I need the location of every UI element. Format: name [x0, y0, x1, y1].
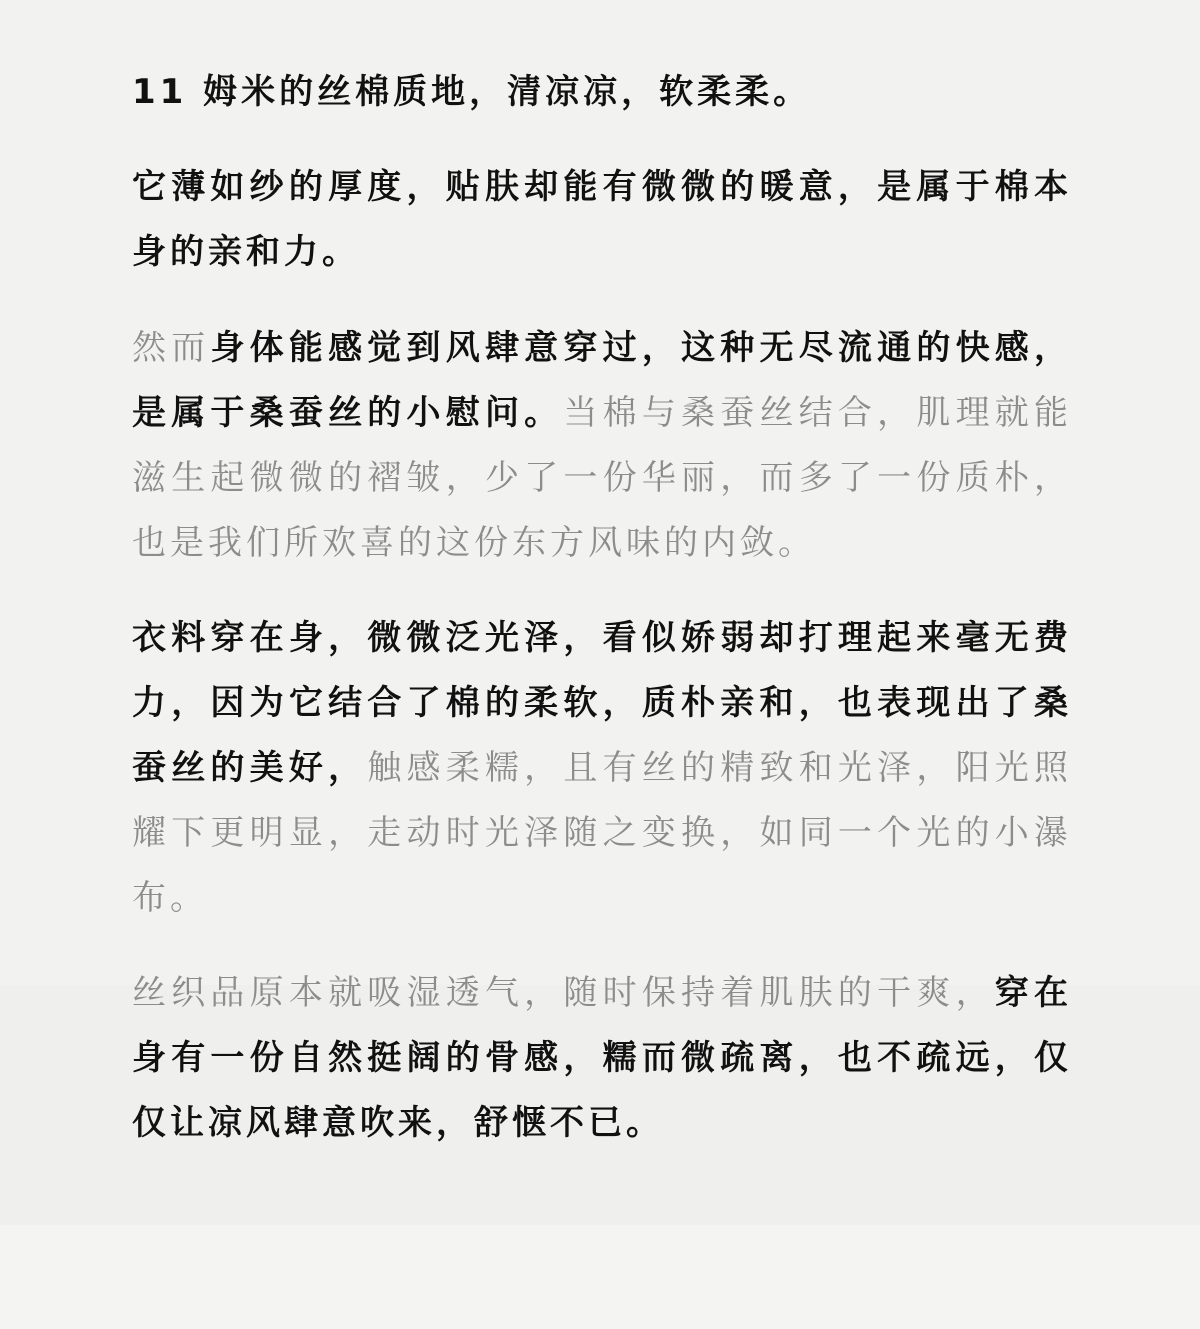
- paragraph-comfort: [132, 961, 1072, 1156]
- text-bold: 它薄如纱的厚度，贴肤却能有微微的暖意，是属于棉本身的亲和力。: [132, 167, 1072, 272]
- paragraph-breathability: [132, 316, 1072, 576]
- background-bottom: [0, 1225, 1200, 1329]
- text-gray: 丝织品原本就吸湿透气，随时保持着肌肤的干爽，: [132, 973, 995, 1013]
- article-body: [132, 60, 1072, 1156]
- text-gray: 触感柔糯，且有丝的精致和光泽，阳光照耀下更明显，走动时光泽随之变换，如同一个光的小瀑布。: [132, 748, 1073, 918]
- text-bold: 穿在身有一份自然挺阔的骨感，糯而微疏离，也不疏远，仅仅让凉风肆意吹来，舒惬不已。: [132, 973, 1072, 1143]
- text-bold: 衣料穿在身，微微泛光泽，看似娇弱却打理起来毫无费力，因为它结合了棉的柔软，质朴亲和，也表现出了桑蚕丝的美好，: [132, 618, 1072, 788]
- paragraph-luster: [132, 606, 1072, 931]
- text-bold: 身体能感觉到风肆意穿过，这种无尽流通的快感，是属于桑蚕丝的小慰问。: [132, 328, 1073, 433]
- text-bold: 11 姆米的丝棉质地，清凉凉，软柔柔。: [132, 72, 812, 112]
- paragraph-thickness: [132, 155, 1072, 285]
- text-gray: 然而: [132, 328, 211, 368]
- paragraph-fabric-texture: [132, 60, 1072, 125]
- text-gray: 当棉与桑蚕丝结合，肌理就能滋生起微微的褶皱，少了一份华丽，而多了一份质朴，也是我们所欢喜的这份东方风味的内敛。: [132, 393, 1072, 563]
